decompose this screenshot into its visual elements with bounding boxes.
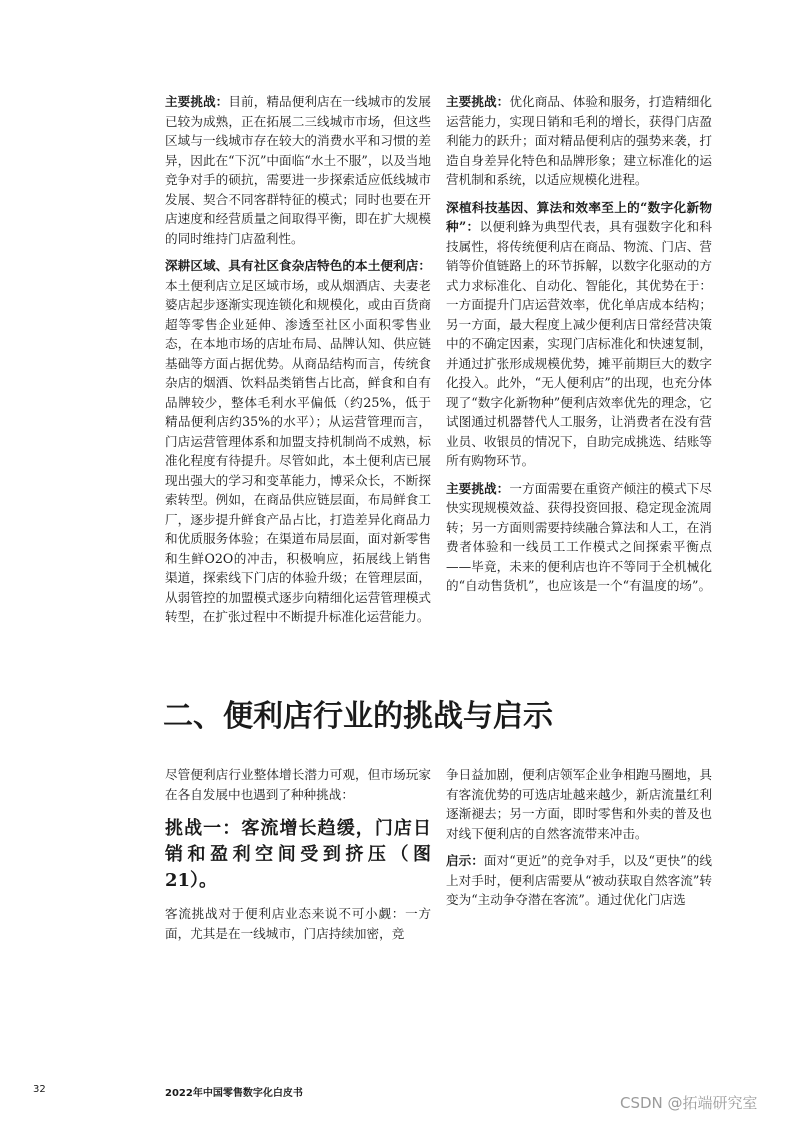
- challenge-label: 主要挑战：: [446, 94, 510, 109]
- digital-species-heading: 深植科技基因、算法和效率至上的“数字化新物种”：: [446, 199, 712, 234]
- challenge-label: 主要挑战：: [165, 94, 229, 109]
- paragraph-text: 一方面需要在重资产倾注的模式下尽快实现规模效益、获得投资回报、稳定现金流周转；另一方面则需要持续融合算法和人工，在消费者体验和一线员工工作模式之间探索平衡点——毕竟，未来的便利店也许不等同于全机械化的“自动售货机”，也应该是一个“有温度的场”。: [446, 480, 713, 593]
- section-right-paragraph: 争日益加剧，便利店领军企业争相跑马圈地，具有客流优势的可选店址越来越少，新店流量红利逐渐褪去；另一方面，即时零售和外卖的普及也对线下便利店的自然客流带来冲击。: [446, 767, 712, 841]
- left-column: [165, 92, 431, 635]
- paragraph-text: 以便利蜂为典型代表，具有强数字化和科技属性，将传统便利店在商品、物流、门店、营销等价值链路上的环节拆解，以数字化驱动的方式力求标准化、自动化、智能化，其优势在于：一方面提升门店运营效率，优化单店成本结构；另一方面，最大程度上减少便利店日常经营决策中的不确定因素，实现门店标准化和快速复制，并通过扩张形成规模优势，摊平前期巨大的数字化投入。此外，“无人便利店”的出现，也充分体现了“数字化新物种”便利店效率优先的理念，它试图通过机器替代人工服务，让消费者在没有营业员、收银员的情况下，自助完成挑选、结账等所有购物环节。: [446, 219, 712, 468]
- watermark: CSDN @拓端研究室: [620, 1094, 758, 1112]
- insight-text: 面对“更近”的竞争对手，以及“更快”的线上对手时，便利店需要从“被动获取自然客流”转变为“主动争夺潜在客流”。通过优化门店选: [446, 853, 712, 907]
- insight-paragraph: [446, 851, 712, 910]
- right-paragraph-1: [446, 92, 712, 190]
- insight-label: 启示：: [446, 853, 484, 868]
- section-right-column: [446, 765, 712, 918]
- page-number: 32: [33, 1084, 46, 1095]
- left-paragraph-2: [165, 256, 431, 627]
- challenge-one-title: 挑战一：客流增长趋缓，门店日销和盈利空间受到挤压（图21）。: [165, 818, 431, 891]
- section-title: 二、便利店行业的挑战与启示: [163, 699, 553, 734]
- paragraph-text: 本土便利店立足区域市场，或从烟酒店、夫妻老婆店起步逐渐实现连锁化和规模化，或由百货商超等零售企业延伸、渗透至社区小面积零售业态，在本地市场的店址布局、品牌认知、供应链基础等方面占据优势。从商品结构而言，传统食杂店的烟酒、饮料品类销售占比高，鲜食和自有品牌较少，整体毛利水平偏低（约25%，低于精品便利店约35%的水平）；从运营管理而言，门店运营管理体系和加盟支持机制尚不成熟，标准化程度有待提升。尽管如此，本土便利店已展现出强大的学习和变革能力，博采众长，不断探索转型。例如，在商品供应链层面，布局鲜食工厂，逐步提升鲜食产品占比，打造差异化商品力和优质服务体验；在渠道布局层面，面对新零售和生鲜O2O的冲击，积极响应，拓展线上销售渠道，探索线下门店的体验升级；在管理层面，从弱管控的加盟模式逐步向精细化运营管理模式转型，在扩张过程中不断提升标准化运营能力。: [165, 277, 431, 624]
- paragraph-text: 优化商品、体验和服务，打造精细化运营能力，实现日销和毛利的增长，获得门店盈利能力的跃升；面对精品便利店的强势来袭，打造自身差异化特色和品牌形象；建立标准化的运营机制和系统，以适应规模化进程。: [446, 94, 713, 187]
- paragraph-text: 目前，精品便利店在一线城市的发展已较为成熟，正在拓展二三线城市市场，但这些区域与一线城市存在较大的消费水平和习惯的差异，因此在“下沉”中面临“水土不服”，以及当地竞争对手的硕抗，需要进一步探索适应低线城市发展、契合不同客群特征的模式；同时也要在开店速度和经营质量之间取得平衡，即在扩大规模的同时维持门店盈利性。: [165, 94, 432, 246]
- left-paragraph-1: [165, 92, 431, 248]
- section-intro: 尽管便利店行业整体增长潜力可观，但市场玩家在各自发展中也遇到了种种挑战：: [165, 767, 431, 802]
- footer-doc-title: 2022年中国零售数字化白皮书: [165, 1088, 303, 1099]
- section-left-column: [165, 765, 431, 951]
- challenge-label: 主要挑战：: [446, 480, 510, 496]
- right-paragraph-2: [446, 198, 712, 471]
- right-paragraph-3: [446, 479, 712, 596]
- local-store-heading: 深耕区域、具有社区食杂店特色的本土便利店：: [165, 258, 431, 273]
- right-column: [446, 92, 712, 604]
- challenge-one-text: 客流挑战对于便利店业态来说不可小觑：一方面，尤其是在一线城市，门店持续加密，竞: [165, 906, 431, 941]
